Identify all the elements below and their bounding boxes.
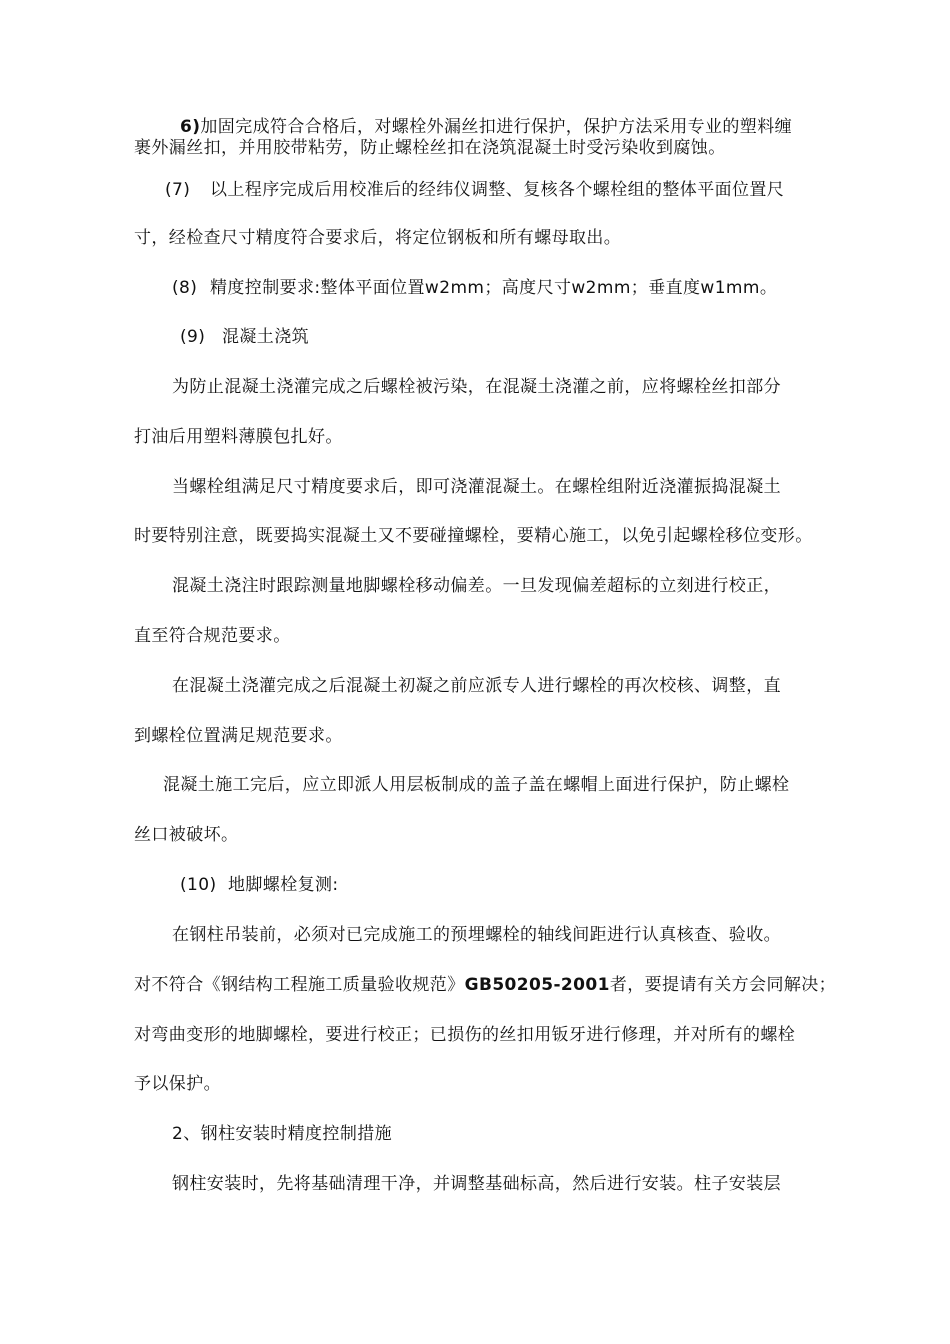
paragraph-9b-line-2: 时要特别注意，既要捣实混凝土又不要碰撞螺栓，要精心施工，以免引起螺栓移位变形。 xyxy=(134,526,813,546)
standard-code: GB50205-2001 xyxy=(464,975,610,995)
paragraph-9c-line-2: 直至符合规范要求。 xyxy=(134,626,291,646)
paragraph-9e-line-1: 混凝土施工完后，应立即派人用层板制成的盖子盖在螺帽上面进行保护，防止螺栓 xyxy=(163,775,790,795)
paragraph-6-line-1 xyxy=(180,116,792,138)
paragraph-6-line-2: 裹外漏丝扣，并用胶带粘劳，防止螺栓丝扣在浇筑混凝土时受污染收到腐蚀。 xyxy=(134,138,726,158)
section-2-line-1: 钢柱安装时，先将基础清理干净，并调整基础标高，然后进行安装。柱子安装层 xyxy=(172,1174,781,1194)
paragraph-10a-line-2 xyxy=(134,974,836,996)
paragraph-10a-line-1: 在钢柱吊装前，必须对已完成施工的预埋螺栓的轴线间距进行认真核查、验收。 xyxy=(172,925,781,945)
paragraph-9b-line-1: 当螺栓组满足尺寸精度要求后，即可浇灌混凝土。在螺栓组附近浇灌振捣混凝土 xyxy=(172,477,781,497)
item-marker: (8) xyxy=(172,278,198,298)
paragraph-9a-line-2: 打油后用塑料薄膜包扎好。 xyxy=(134,427,343,447)
paragraph-9d-line-2: 到螺栓位置满足规范要求。 xyxy=(134,726,343,746)
paragraph-7-line-2: 寸，经检查尺寸精度符合要求后，将定位钢板和所有螺母取出。 xyxy=(134,228,622,248)
text: 者，要提请有关方会同解决； xyxy=(609,975,837,995)
item-marker: (9) xyxy=(180,327,206,347)
paragraph-10a-line-4: 予以保护。 xyxy=(134,1074,221,1094)
paragraph-7-line-1 xyxy=(165,179,784,201)
paragraph-9c-line-1: 混凝土浇注时跟踪测量地脚螺栓移动偏差。一旦发现偏差超标的立刻进行校正， xyxy=(172,576,781,596)
paragraph-9d-line-1: 在混凝土浇灌完成之后混凝土初凝之前应派专人进行螺栓的再次校核、调整，直 xyxy=(172,676,781,696)
paragraph-10-heading xyxy=(180,874,339,896)
text: 以上程序完成后用校准后的经纬仪调整、复核各个螺栓组的整体平面位置尺 xyxy=(210,180,785,200)
paragraph-9a-line-1: 为防止混凝土浇灌完成之后螺栓被污染，在混凝土浇灌之前，应将螺栓丝扣部分 xyxy=(172,377,781,397)
text: 精度控制要求:整体平面位置w2mm；高度尺寸w2mm；垂直度w1mm。 xyxy=(210,278,778,298)
paragraph-9-heading xyxy=(180,326,309,348)
text: 加固完成符合合格后，对螺栓外漏丝扣进行保护，保护方法采用专业的塑料缠 xyxy=(200,117,793,137)
paragraph-8 xyxy=(172,277,777,299)
text: 地脚螺栓复测: xyxy=(228,875,339,895)
text: 混凝土浇筑 xyxy=(222,327,309,347)
section-2-heading: 2、钢柱安装时精度控制措施 xyxy=(172,1124,393,1144)
paragraph-10a-line-3: 对弯曲变形的地脚螺栓，要进行校正；已损伤的丝扣用钣牙进行修理，并对所有的螺栓 xyxy=(134,1025,796,1045)
paragraph-9e-line-2: 丝口被破坏。 xyxy=(134,825,239,845)
item-marker: 6) xyxy=(180,117,201,137)
text: 对不符合《钢结构工程施工质量验收规范》 xyxy=(134,975,465,995)
item-marker: (10) xyxy=(180,875,217,895)
item-marker: (7) xyxy=(165,180,191,200)
